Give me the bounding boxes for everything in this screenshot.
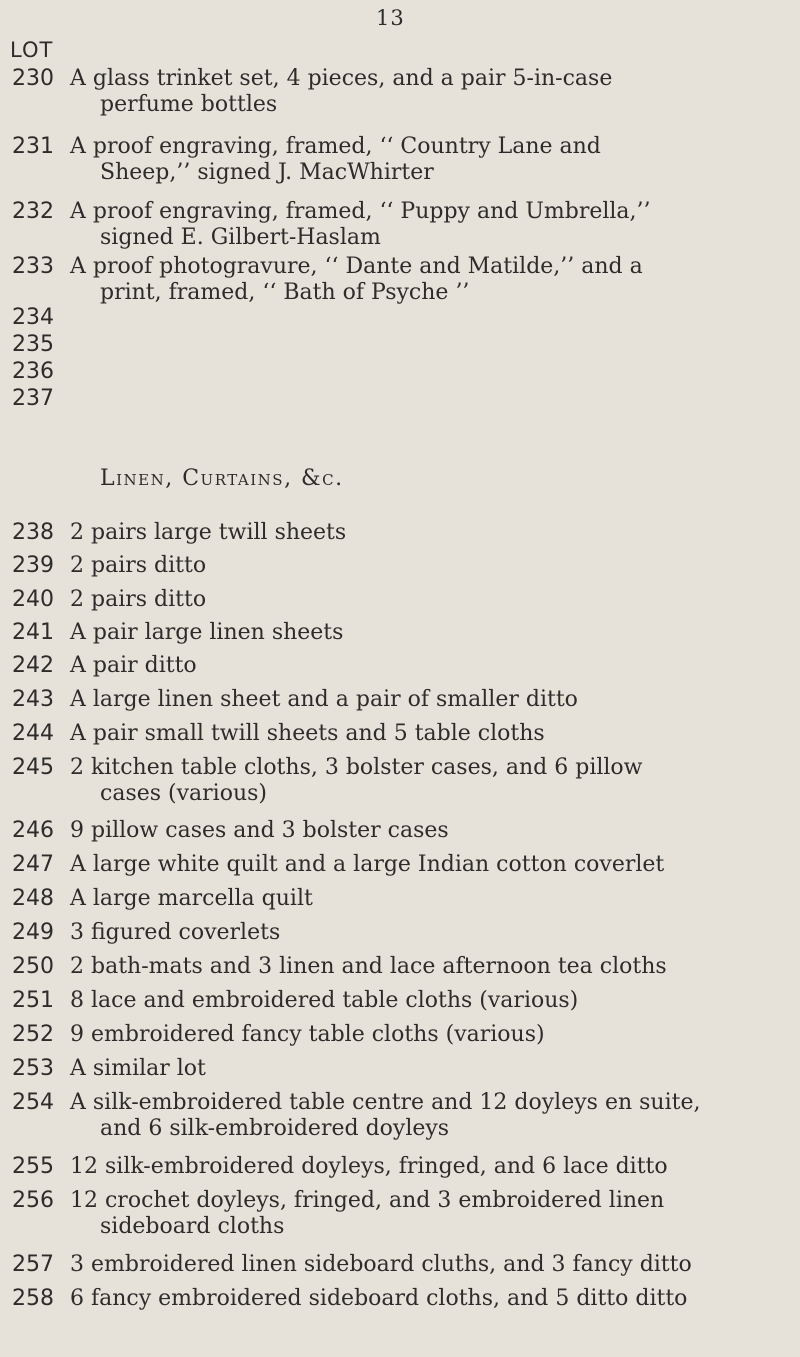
lot-description — [70, 1188, 790, 1240]
description-line: 2 kitchen table cloths, 3 bolster cases, and 6 pillow — [70, 755, 643, 780]
lot-description — [70, 1154, 790, 1180]
description-line: 12 crochet doyleys, fringed, and 3 embroidered linen — [70, 1188, 665, 1213]
lot-number: 248 — [12, 886, 54, 911]
description-line: 9 pillow cases and 3 bolster cases — [70, 818, 449, 843]
lot-number: 252 — [12, 1022, 54, 1047]
page-number: 13 — [376, 6, 405, 30]
description-line: A large marcella quilt — [70, 886, 313, 911]
lot-description — [70, 1252, 790, 1278]
description-line: print, framed, ‘‘ Bath of Psyche ’’ — [100, 280, 470, 305]
lot-number: 247 — [12, 852, 54, 877]
lot-number: 255 — [12, 1154, 54, 1179]
description-line: A pair large linen sheets — [70, 620, 344, 645]
lot-description — [70, 1022, 790, 1048]
lot-number: 241 — [12, 620, 54, 645]
lot-number: 250 — [12, 954, 54, 979]
description-line: A proof engraving, framed, ‘‘ Country Lane and — [70, 134, 601, 159]
description-line: perfume bottles — [100, 92, 278, 117]
lot-description — [70, 620, 790, 646]
lot-number: 258 — [12, 1286, 54, 1311]
lot-number: 254 — [12, 1090, 54, 1115]
lot-number: 251 — [12, 988, 54, 1013]
lot-number: 245 — [12, 755, 54, 780]
description-line: 12 silk-embroidered doyleys, fringed, and 6 lace ditto — [70, 1154, 668, 1179]
lot-description — [70, 687, 790, 713]
description-line: 8 lace and embroidered table cloths (various) — [70, 988, 579, 1013]
lot-number: 240 — [12, 587, 54, 612]
lot-number: 244 — [12, 721, 54, 746]
lot-description — [70, 520, 790, 546]
lot-description — [70, 199, 790, 251]
lot-number: 246 — [12, 818, 54, 843]
lot-number: 231 — [12, 134, 54, 159]
description-line: 2 pairs large twill sheets — [70, 520, 347, 545]
lot-description — [70, 553, 790, 579]
lot-number: 232 — [12, 199, 54, 224]
lot-description — [70, 653, 790, 679]
description-line: A glass trinket set, 4 pieces, and a pair 5-in-case — [70, 66, 613, 91]
description-line: A proof photogravure, ‘‘ Dante and Matilde,’’ and a — [70, 254, 643, 279]
lot-number: 235 — [12, 332, 54, 357]
description-line: A similar lot — [70, 1056, 206, 1081]
lot-number: 243 — [12, 687, 54, 712]
description-line: A proof engraving, framed, ‘‘ Puppy and Umbrella,’’ — [70, 199, 651, 224]
lot-number: 234 — [12, 305, 54, 330]
lot-description — [70, 755, 790, 807]
lot-description — [70, 66, 790, 118]
lot-description — [70, 721, 790, 747]
description-line: 3 figured coverlets — [70, 920, 281, 945]
lot-number: 238 — [12, 520, 54, 545]
description-line: cases (various) — [100, 781, 267, 806]
lot-number: 257 — [12, 1252, 54, 1277]
lot-description — [70, 818, 790, 844]
description-line: A large linen sheet and a pair of smaller ditto — [70, 687, 578, 712]
lot-number: 239 — [12, 553, 54, 578]
description-line: sideboard cloths — [100, 1214, 285, 1239]
lot-number: 237 — [12, 386, 54, 411]
lot-description — [70, 920, 790, 946]
lot-description — [70, 1090, 790, 1142]
description-line: 2 bath-mats and 3 linen and lace afternoon tea cloths — [70, 954, 667, 979]
description-line: 6 fancy embroidered sideboard cloths, and 5 ditto ditto — [70, 1286, 688, 1311]
lot-description — [70, 988, 790, 1014]
description-line: A large white quilt and a large Indian cotton coverlet — [70, 852, 665, 877]
description-line: 2 pairs ditto — [70, 553, 207, 578]
lot-description — [70, 852, 790, 878]
lot-number: 236 — [12, 359, 54, 384]
description-line: A silk-embroidered table centre and 12 doyleys en suite, — [70, 1090, 701, 1115]
section-heading: Linen, Curtains, &c. — [100, 466, 344, 491]
description-line: 3 embroidered linen sideboard cluths, and 3 fancy ditto — [70, 1252, 692, 1277]
lot-description — [70, 954, 790, 980]
lot-description — [70, 254, 790, 306]
description-line: 2 pairs ditto — [70, 587, 207, 612]
lot-number: 233 — [12, 254, 54, 279]
lot-description — [70, 1056, 790, 1082]
lot-description — [70, 134, 790, 186]
lot-description — [70, 1286, 790, 1312]
lot-number: 249 — [12, 920, 54, 945]
description-line: 9 embroidered fancy table cloths (various) — [70, 1022, 545, 1047]
lot-description — [70, 886, 790, 912]
description-line: Sheep,’’ signed J. MacWhirter — [100, 160, 434, 185]
lot-number: 253 — [12, 1056, 54, 1081]
lot-number: 230 — [12, 66, 54, 91]
lot-number: 256 — [12, 1188, 54, 1213]
lot-column-label: LOT — [10, 38, 54, 62]
lot-number: 242 — [12, 653, 54, 678]
description-line: A pair ditto — [70, 653, 197, 678]
description-line: A pair small twill sheets and 5 table cloths — [70, 721, 545, 746]
description-line: and 6 silk-embroidered doyleys — [100, 1116, 450, 1141]
lot-description — [70, 587, 790, 613]
description-line: signed E. Gilbert-Haslam — [100, 225, 381, 250]
